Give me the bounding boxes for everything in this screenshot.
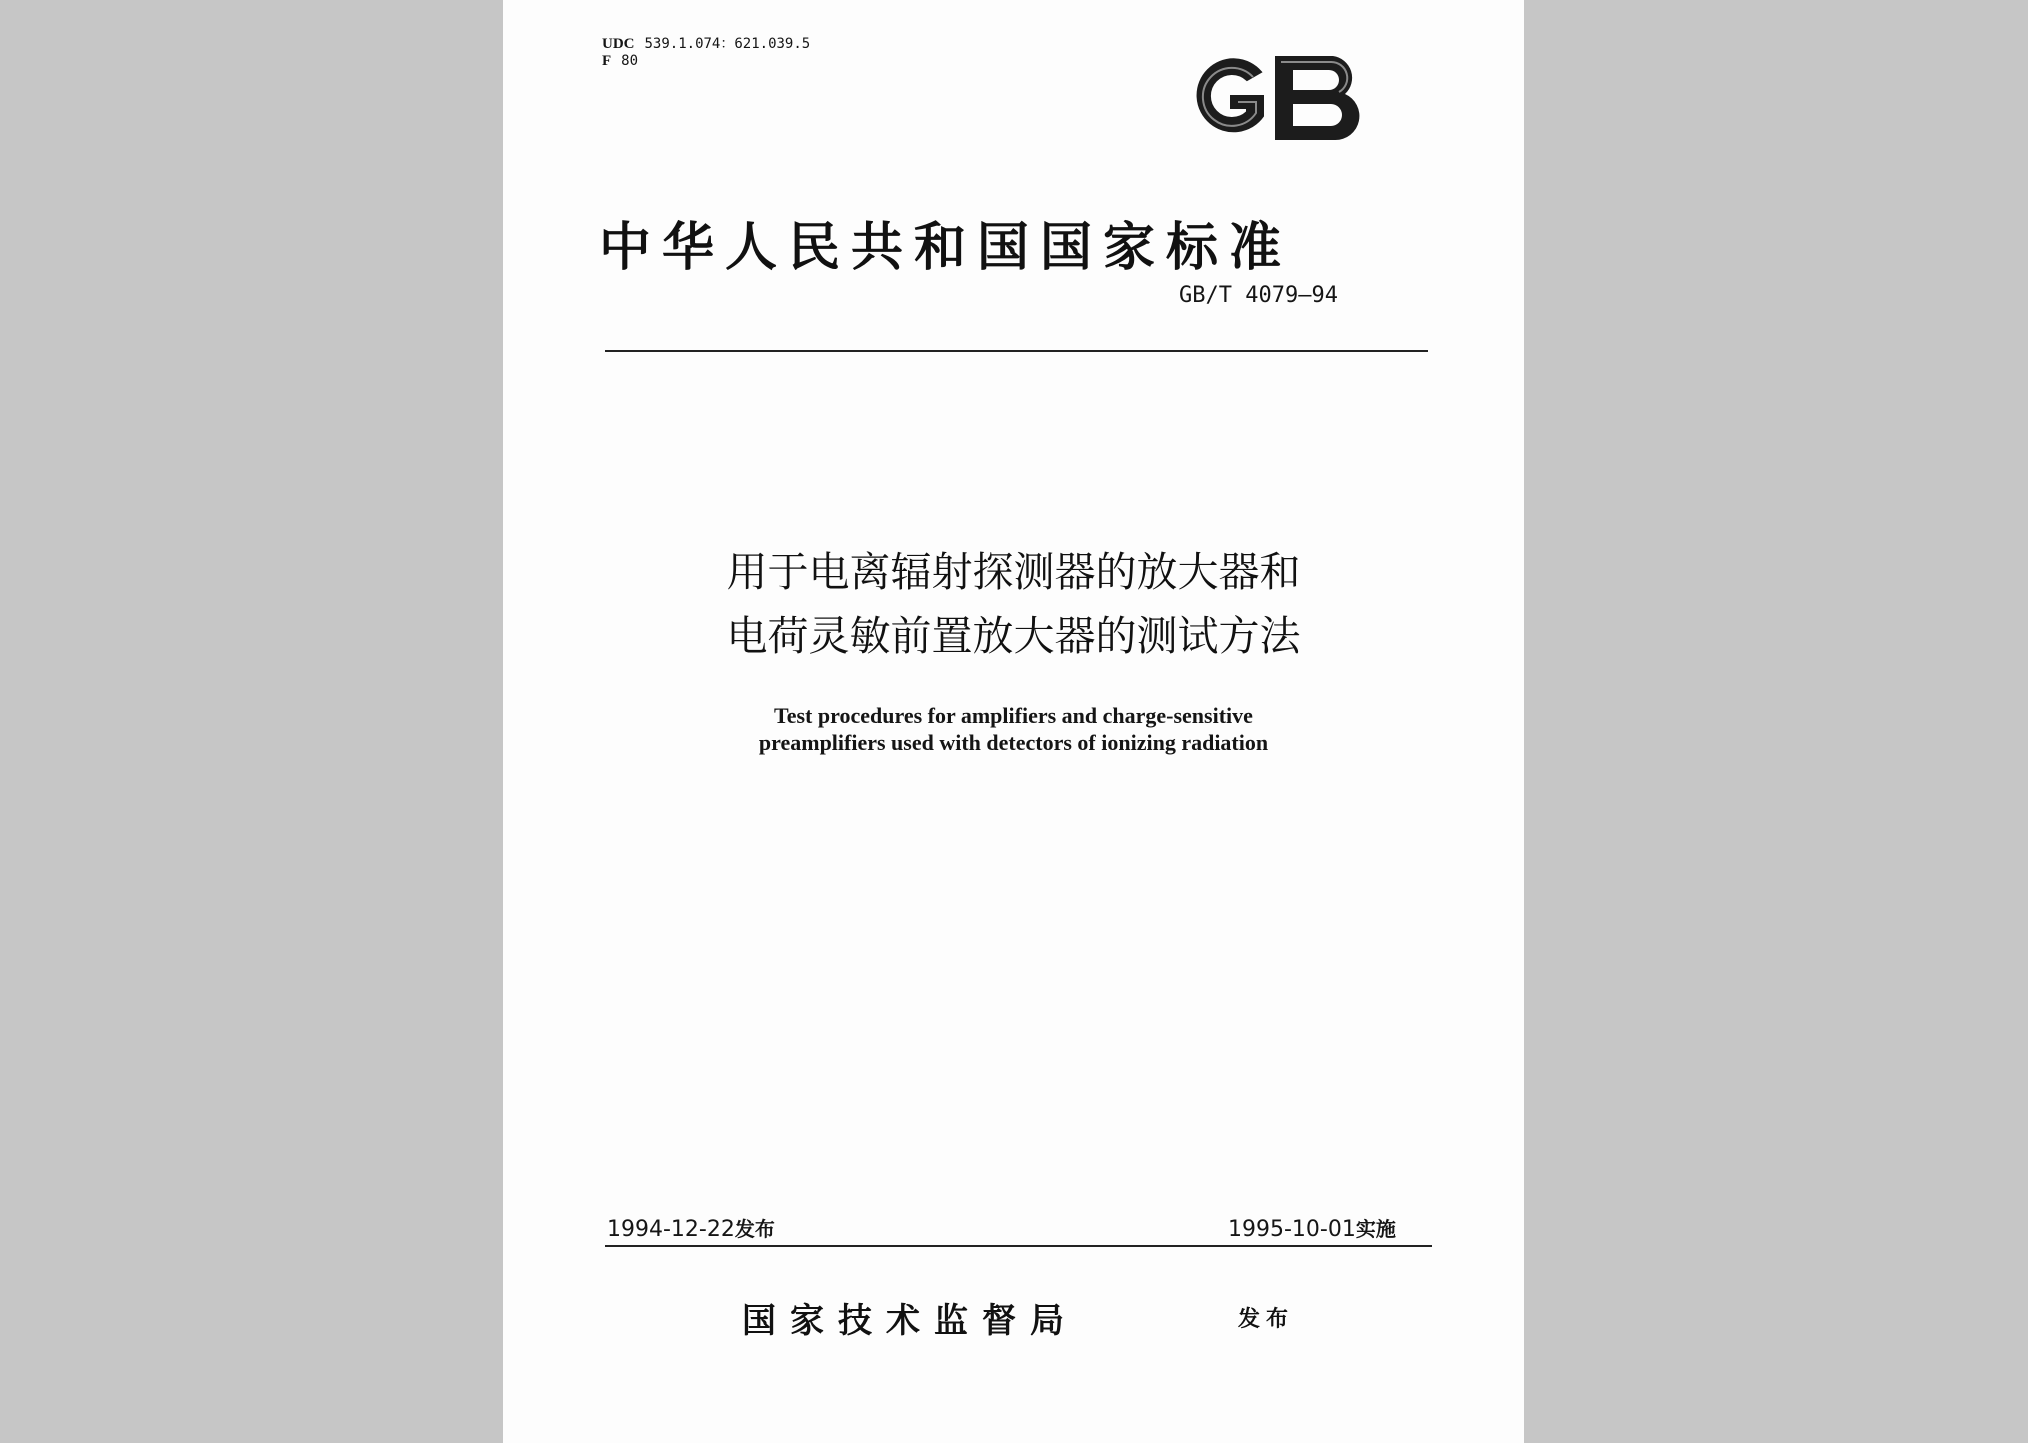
implementation-date — [1228, 1213, 1396, 1242]
class-line — [602, 53, 810, 70]
english-title — [503, 702, 1524, 756]
national-standard-heading: 中华人民共和国国家标准 — [599, 217, 1293, 278]
udc-value: 539.1.074：621.039.5 — [644, 36, 811, 52]
issuing-authority: 国家技术监督局 — [742, 1301, 1078, 1341]
chinese-title-line-2: 电荷灵敏前置放大器的测试方法 — [726, 612, 1301, 660]
class-label: F — [602, 53, 612, 69]
issue-date-suffix: 发布 — [734, 1217, 775, 1241]
top-divider — [605, 350, 1428, 352]
udc-label: UDC — [602, 36, 635, 52]
english-title-line-1: Test procedures for amplifiers and charge-sensitive — [774, 703, 1253, 728]
chinese-title-line-1: 用于电离辐射探测器的放大器和 — [726, 548, 1301, 596]
implementation-date-value: 1995-10-01 — [1228, 1217, 1356, 1242]
chinese-title — [503, 540, 1524, 668]
gb-logo — [1183, 50, 1365, 146]
class-value: 80 — [621, 53, 639, 69]
implementation-date-suffix: 实施 — [1355, 1217, 1396, 1241]
issuing-action: 发布 — [1238, 1306, 1295, 1332]
issue-date — [607, 1213, 775, 1242]
issue-date-value: 1994-12-22 — [607, 1217, 735, 1242]
bottom-divider — [605, 1245, 1432, 1247]
classification-block — [602, 36, 810, 70]
udc-line — [602, 36, 810, 53]
standard-cover-page — [503, 0, 1524, 1443]
standard-number: GB/T 4079—94 — [1179, 283, 1338, 308]
english-title-line-2: preamplifiers used with detectors of ionizing radiation — [758, 730, 1269, 755]
